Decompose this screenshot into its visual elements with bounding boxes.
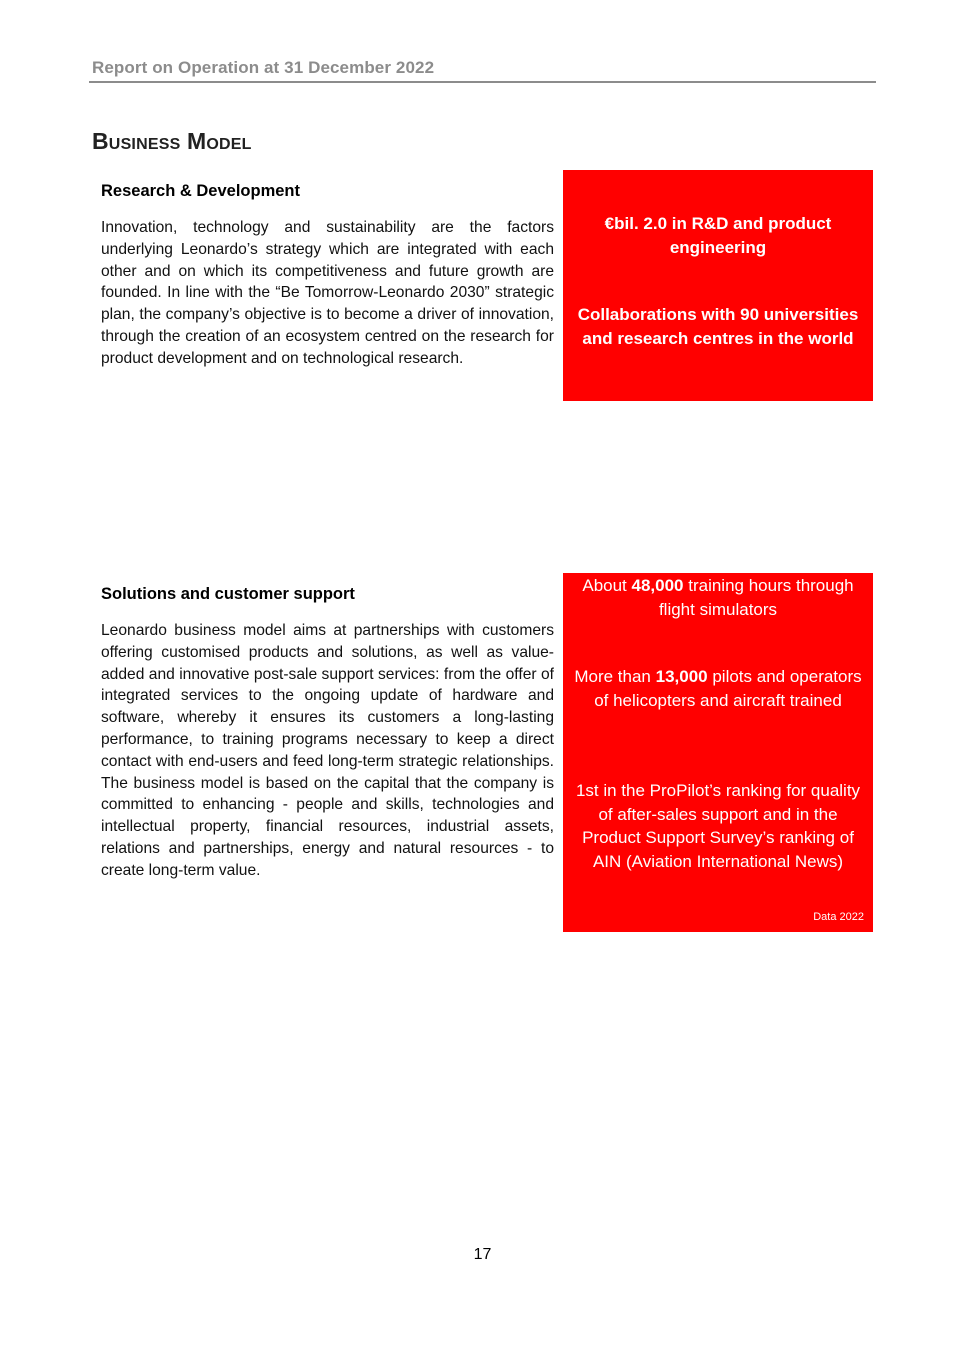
highlight-collaborations: Collaborations with 90 universities and research centres in the world — [577, 305, 859, 348]
running-header: Report on Operation at 31 December 2022 — [92, 58, 435, 77]
highlight-propilot-ranking: 1st in the ProPilot’s ranking for quality of after-sales support and in the Product Support Survey’s ranking of AIN (Aviation International News) — [575, 781, 861, 871]
research-heading: Research & Development — [101, 182, 300, 200]
highlight-pilots-trained: More than 13,000 pilots and operators of helicopters and aircraft trained — [574, 667, 862, 710]
solutions-heading: Solutions and customer support — [101, 585, 355, 603]
solutions-body: Leonardo business model aims at partnerships with customers offering customised products and solutions, as well as value-added and innovative post-sale support services: from the offer of integrated services to the ongoing update of hardware and software, whereby it ensures its customers a long-lasting performance, to training programs necessary to keep a direct contact with end-users and feed long-term strategic relationships. The business model is based on the capital that the company is committed to enhancing - people and skills, technologies and intellectual property, financial resources, industrial assets, relations and partnerships, energy and natural resources - to create long-term value. — [101, 622, 554, 879]
page-number: 17 — [473, 1246, 492, 1263]
highlight-rd-spend: €bil. 2.0 in R&D and product engineering — [604, 214, 832, 257]
section-title: Business Model — [92, 128, 252, 154]
header-divider — [89, 81, 876, 83]
highlight-training-hours: About 48,000 training hours through flight simulators — [582, 576, 854, 619]
research-body: Innovation, technology and sustainability are the factors underlying Leonardo’s strategy which are integrated with each other and on which its competitiveness and future growth are founded. In line with the “Be Tomorrow-Leonardo 2030” strategic plan, the company’s objective is to become a driver of innovation, through the creation of an ecosystem centred on the research for product development and on technological research. — [101, 219, 554, 367]
source-note: Data 2022 — [813, 911, 864, 923]
research-highlight-box — [563, 170, 873, 401]
solutions-highlight-box — [563, 573, 873, 932]
